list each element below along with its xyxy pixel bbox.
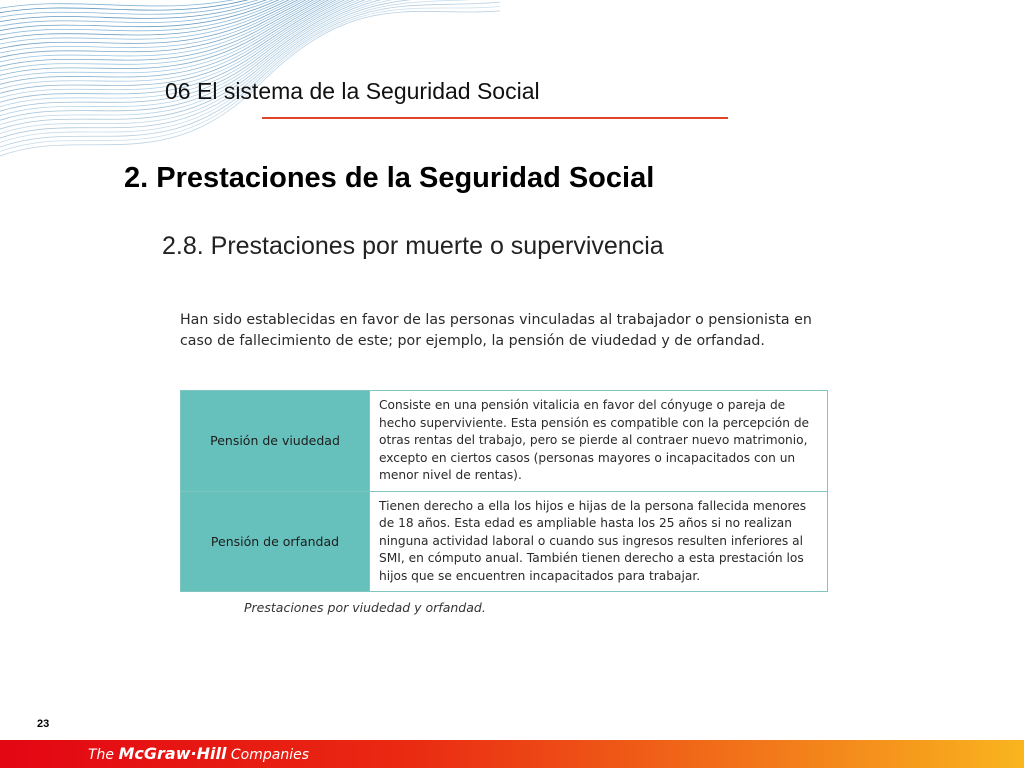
table-row	[181, 491, 828, 592]
subsection-title: 2.8. Prestaciones por muerte o supervivencia	[162, 232, 664, 260]
section-title: 2. Prestaciones de la Seguridad Social	[124, 162, 655, 194]
wave-line	[0, 0, 500, 60]
benefit-description-cell: Consiste en una pensión vitalicia en favor del cónyuge o pareja de hecho superviviente. Esta pensión es compatible con la percepción de otras rentas del trabajo, pero se pierde al contraer nuevo matrimonio, excepto en ciertos casos (personas mayores o incapacitados con un menor nivel de rentas).	[370, 391, 828, 492]
logo-prefix: The	[88, 747, 115, 763]
page-number: 23	[37, 718, 50, 730]
benefit-description-cell: Tienen derecho a ella los hijos e hijas de la persona fallecida menores de 18 años. Esta edad es ampliable hasta los 25 años si no realizan ninguna actividad laboral o cuando sus ingresos resulten inferiores al SMI, en cómputo anual. También tienen derecho a esta prestación los hijos que se encuentren incapacitados para trabajar.	[370, 491, 828, 592]
publisher-logo	[88, 744, 309, 763]
benefit-type-cell: Pensión de orfandad	[181, 491, 370, 592]
wave-line	[0, 0, 500, 69]
chapter-title: 06 El sistema de la Seguridad Social	[165, 78, 540, 104]
logo-name: McGraw·Hill	[118, 744, 227, 763]
benefits-table	[180, 390, 828, 592]
wave-line	[0, 0, 500, 124]
benefit-type-cell: Pensión de viudedad	[181, 391, 370, 492]
wave-line	[0, 0, 500, 19]
table-row	[181, 391, 828, 492]
chapter-underline	[262, 117, 728, 119]
intro-paragraph: Han sido establecidas en favor de las personas vinculadas al trabajador o pensionista en caso de fallecimiento de este; por ejemplo, la pensión de viudedad y de orfandad.	[180, 312, 812, 349]
table-caption: Prestaciones por viudedad y orfandad.	[244, 600, 486, 615]
logo-suffix: Companies	[230, 747, 310, 763]
